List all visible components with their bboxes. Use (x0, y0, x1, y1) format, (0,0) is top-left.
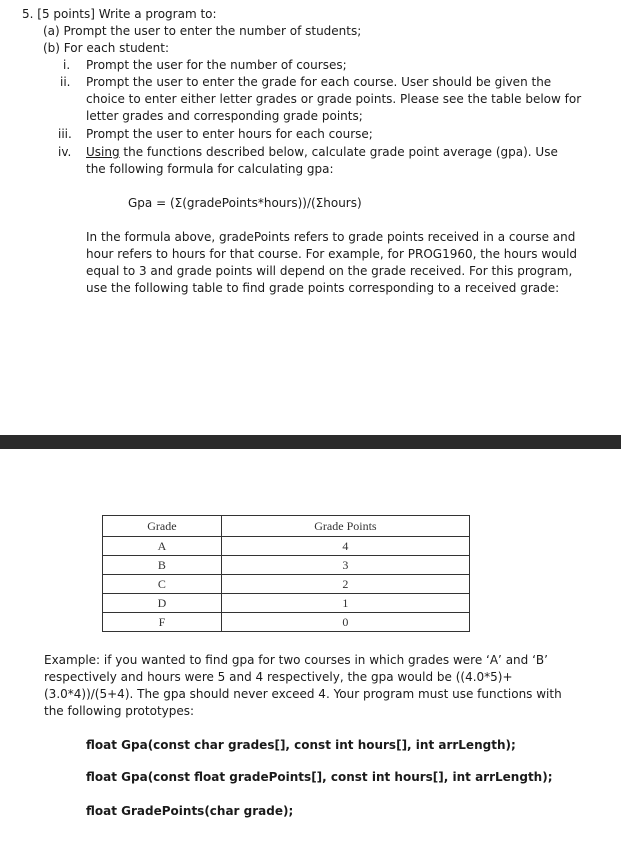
item-iv-number: iv. (58, 145, 72, 159)
page-divider (0, 435, 621, 449)
formula-explanation: In the formula above, gradePoints refers to grade points received in a course and hour refers to hours for that course. For example, for PROG1960, the hours would equal to 3 and grade points will depend on the grade received. For this program, use the following table to find grade points corresponding to a received grade: (86, 230, 578, 295)
table-row (103, 613, 470, 632)
grade-column-header: Grade (103, 516, 222, 537)
points-cell: 0 (221, 613, 469, 632)
item-ii-number: ii. (60, 75, 71, 89)
grade-cell: A (103, 537, 222, 556)
table-row (103, 537, 470, 556)
part-a: (a) Prompt the user to enter the number of students; (43, 24, 362, 38)
item-iv-text (86, 144, 566, 178)
item-i-number: i. (63, 58, 71, 72)
example-paragraph: Example: if you wanted to find gpa for two courses in which grades were ‘A’ and ‘B’ respectively and hours were 5 and 4 respectively, the gpa would be ((4.0*5)+(3.0*4))/(5+4). The gpa should never exceed 4. Your program must use functions with the following prototypes: (44, 653, 562, 718)
part-b: (b) For each student: (43, 41, 170, 55)
table-row (103, 575, 470, 594)
grade-table (102, 515, 470, 632)
points-cell: 1 (221, 594, 469, 613)
prototype-gpa-grades: float Gpa(const char grades[], const int hours[], int arrLength); (86, 738, 516, 752)
prototype-gpa-gradepoints: float Gpa(const float gradePoints[], const int hours[], int arrLength); (86, 770, 553, 784)
points-cell: 3 (221, 556, 469, 575)
points-cell: 2 (221, 575, 469, 594)
item-i-text: Prompt the user for the number of courses; (86, 58, 347, 72)
table-row (103, 556, 470, 575)
gpa-formula: Gpa = (Σ(gradePoints*hours))/(Σhours) (128, 196, 362, 210)
grade-cell: B (103, 556, 222, 575)
item-iv-underlined-word: Using (86, 145, 120, 159)
item-iii-text: Prompt the user to enter hours for each course; (86, 127, 373, 141)
table-header-row (103, 516, 470, 537)
grade-cell: C (103, 575, 222, 594)
prototype-gradepoints: float GradePoints(char grade); (86, 804, 294, 818)
grade-cell: F (103, 613, 222, 632)
grade-cell: D (103, 594, 222, 613)
item-iii-number: iii. (58, 127, 72, 141)
points-cell: 4 (221, 537, 469, 556)
item-iv-rest: the functions described below, calculate grade point average (gpa). Use the following formula for calculating gpa: (86, 145, 558, 176)
table-row (103, 594, 470, 613)
item-ii-text: Prompt the user to enter the grade for each course. User should be given the choice to enter either letter grades or grade points. Please see the table below for letter grades and corresponding grade points; (86, 75, 582, 123)
grade-points-column-header: Grade Points (221, 516, 469, 537)
question-heading: 5. [5 points] Write a program to: (22, 7, 217, 21)
